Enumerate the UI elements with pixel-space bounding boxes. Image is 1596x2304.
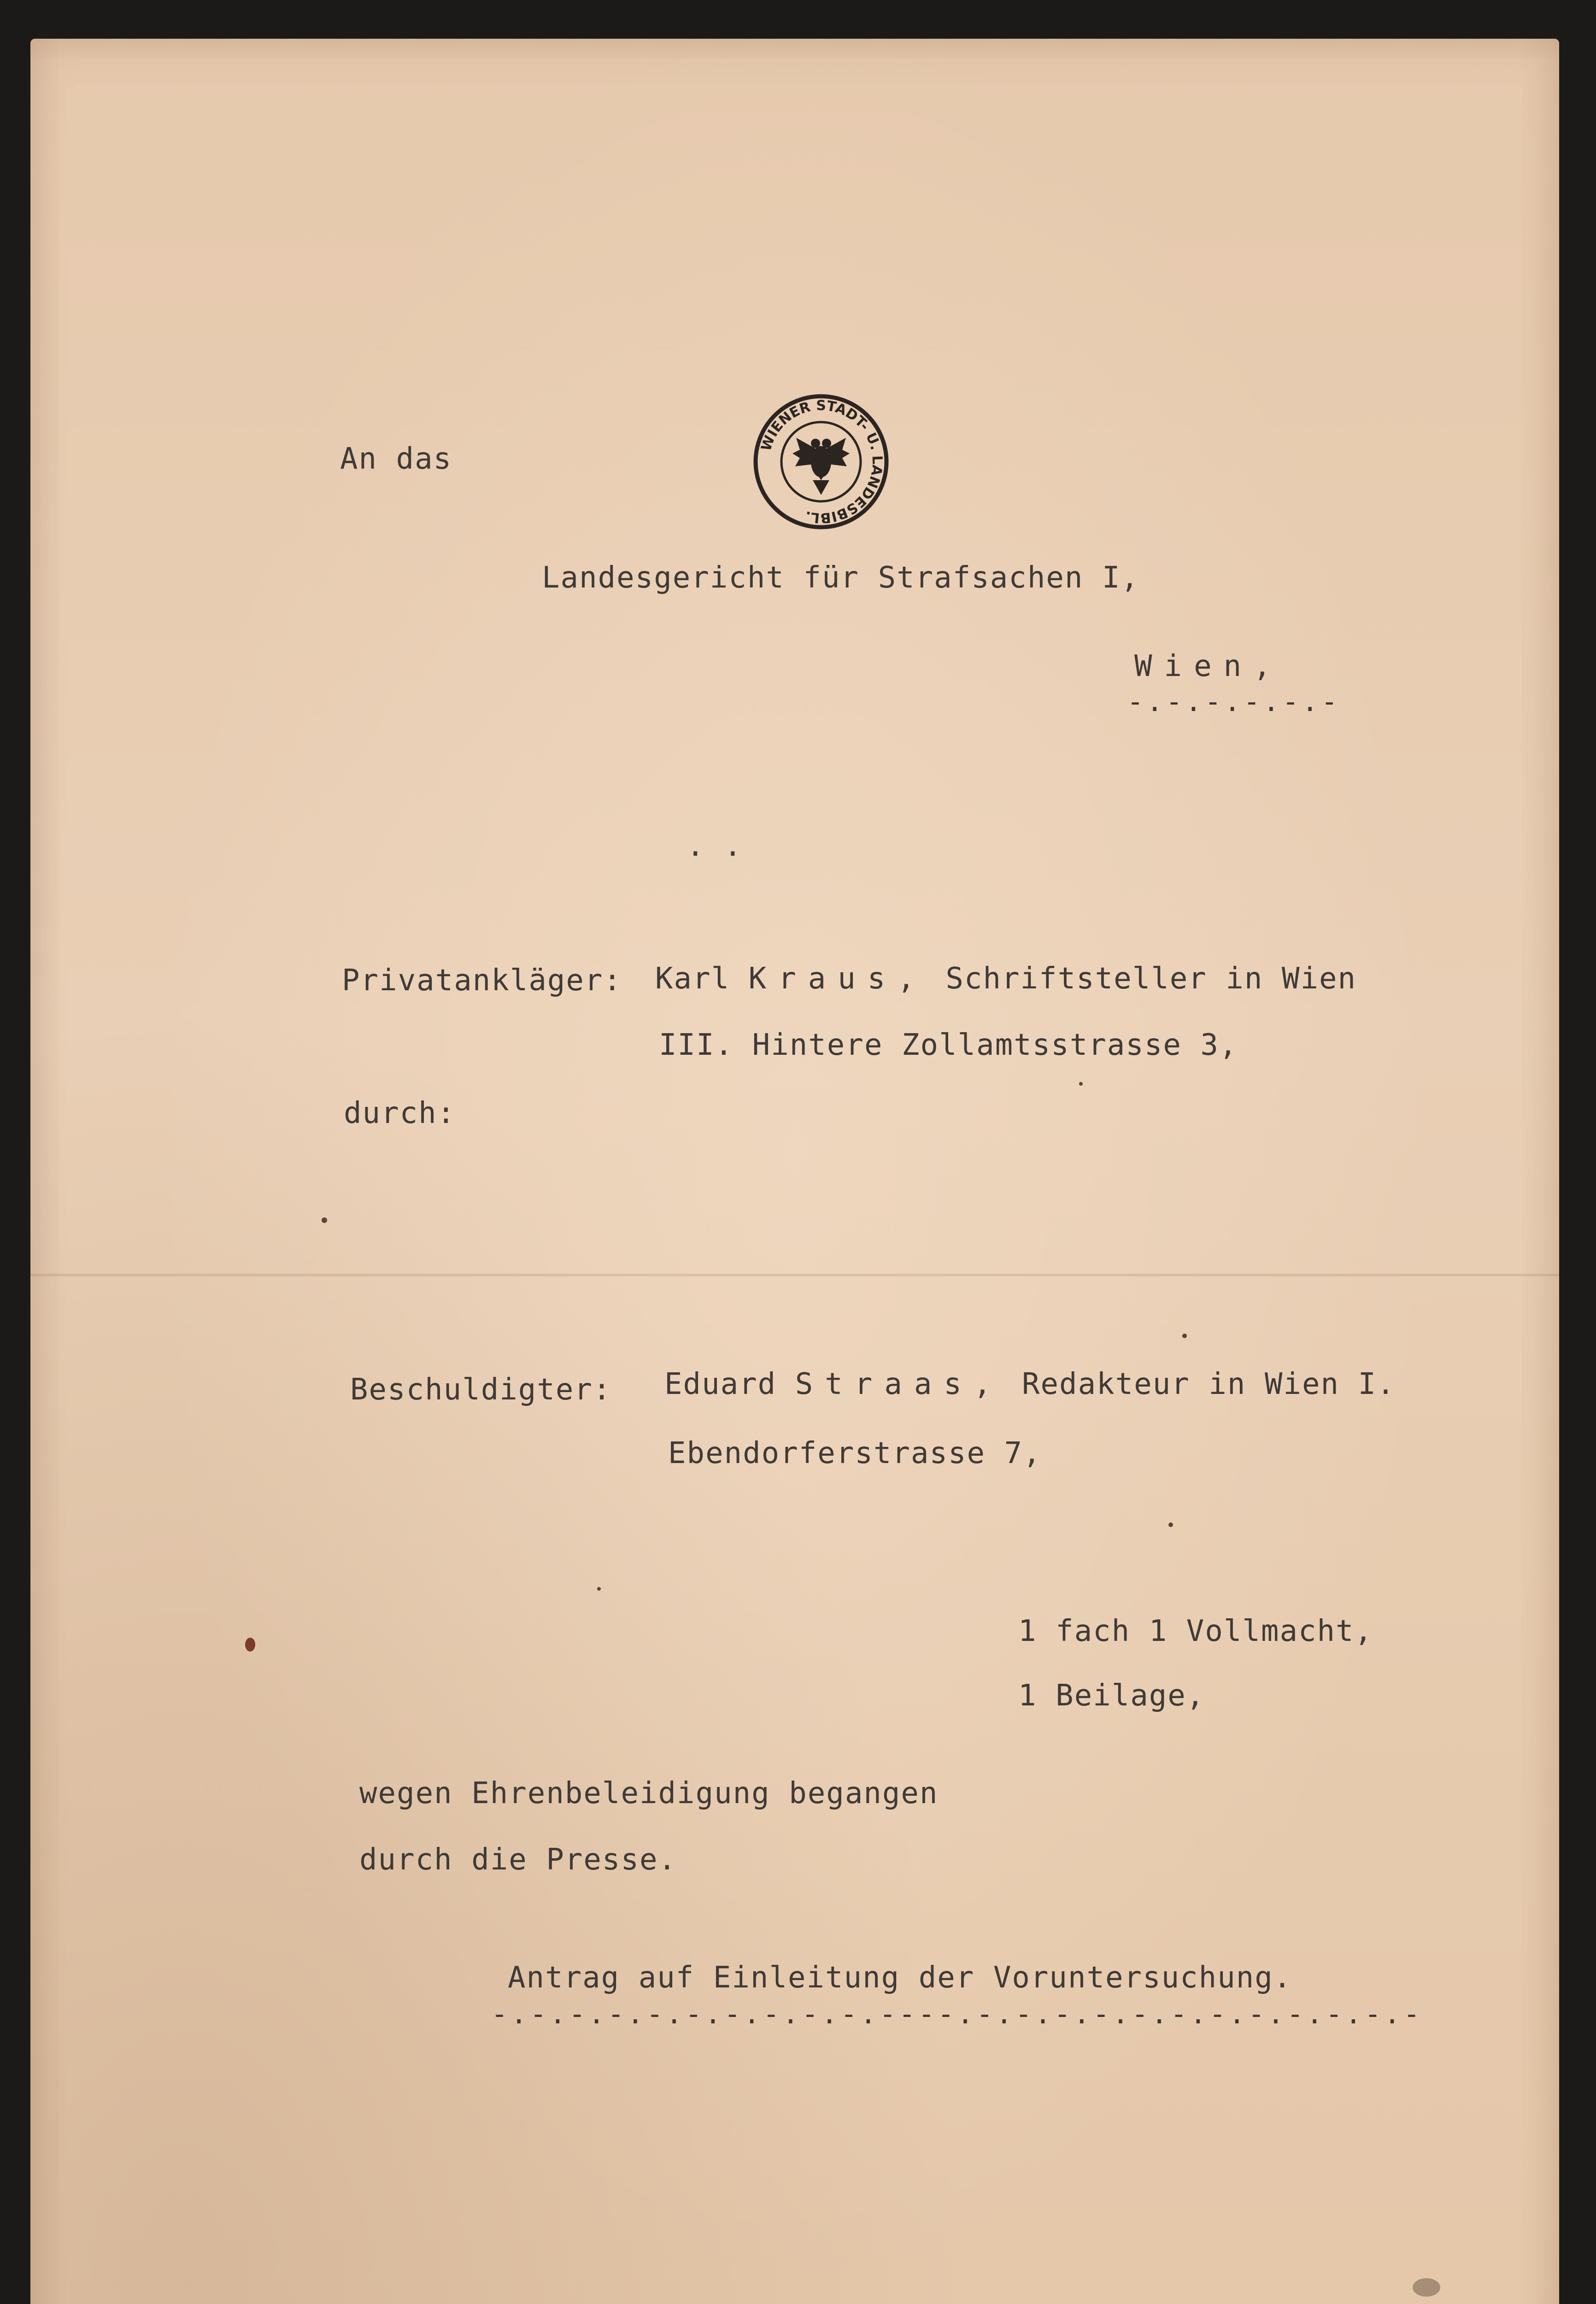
reason-line-2: durch die Presse. xyxy=(359,1843,677,1877)
defendant-label: Beschuldigter: xyxy=(350,1373,612,1407)
ink-speck xyxy=(1079,1082,1083,1086)
reason-line-1: wegen Ehrenbeleidigung begangen xyxy=(359,1776,939,1810)
defendant-occupation: Redakteur in Wien I. xyxy=(1021,1367,1396,1401)
defendant-first-name: Eduard xyxy=(664,1367,777,1401)
plaintiff-occupation: Schriftsteller in Wien xyxy=(945,962,1357,996)
ink-speck xyxy=(1168,1522,1173,1527)
library-stamp xyxy=(752,393,890,531)
defendant-last-name: Straas, xyxy=(795,1367,1003,1401)
salutation: An das xyxy=(340,442,452,476)
city-underline: -.-.-.-.-.- xyxy=(1127,686,1341,718)
plaintiff-first-name: Karl xyxy=(655,962,730,996)
plaintiff-label: Privatankläger: xyxy=(342,964,622,998)
plaintiff-last-name: Kraus, xyxy=(748,962,927,996)
ink-speck xyxy=(1182,1334,1187,1338)
city: Wien, xyxy=(1134,649,1283,683)
enclosure-attachment: 1 Beilage, xyxy=(1018,1679,1205,1713)
ink-speck xyxy=(322,1217,327,1223)
document-page xyxy=(30,39,1559,2304)
stamp-text: WIENER STADT- U. LANDESBIBL. xyxy=(758,397,886,526)
ink-smudge xyxy=(1413,2278,1440,2297)
enclosure-power-of-attorney: 1 fach 1 Vollmacht, xyxy=(1018,1614,1373,1648)
defendant-address: Ebendorferstrasse 7, xyxy=(668,1436,1042,1470)
motion-title: Antrag auf Einleitung der Voruntersuchung. xyxy=(508,1961,1292,1995)
ink-speck xyxy=(597,1587,601,1591)
through-label: durch: xyxy=(344,1096,456,1130)
motion-underline: -.-.-.-.-.-.-.-.-.-.----.-.-.-.-.-.-.-.-.-.-.-.- xyxy=(491,1998,1423,2030)
defendant-name xyxy=(664,1369,1396,1399)
eagle-emblem-icon xyxy=(792,438,850,495)
paper-fold xyxy=(30,1274,1559,1276)
ellipsis: . . xyxy=(687,829,743,863)
plaintiff-address: III. Hintere Zollamtsstrasse 3, xyxy=(659,1028,1238,1062)
plaintiff-name xyxy=(655,962,1357,996)
court-name: Landesgericht für Strafsachen I, xyxy=(542,561,1139,595)
ink-speck xyxy=(245,1638,255,1652)
